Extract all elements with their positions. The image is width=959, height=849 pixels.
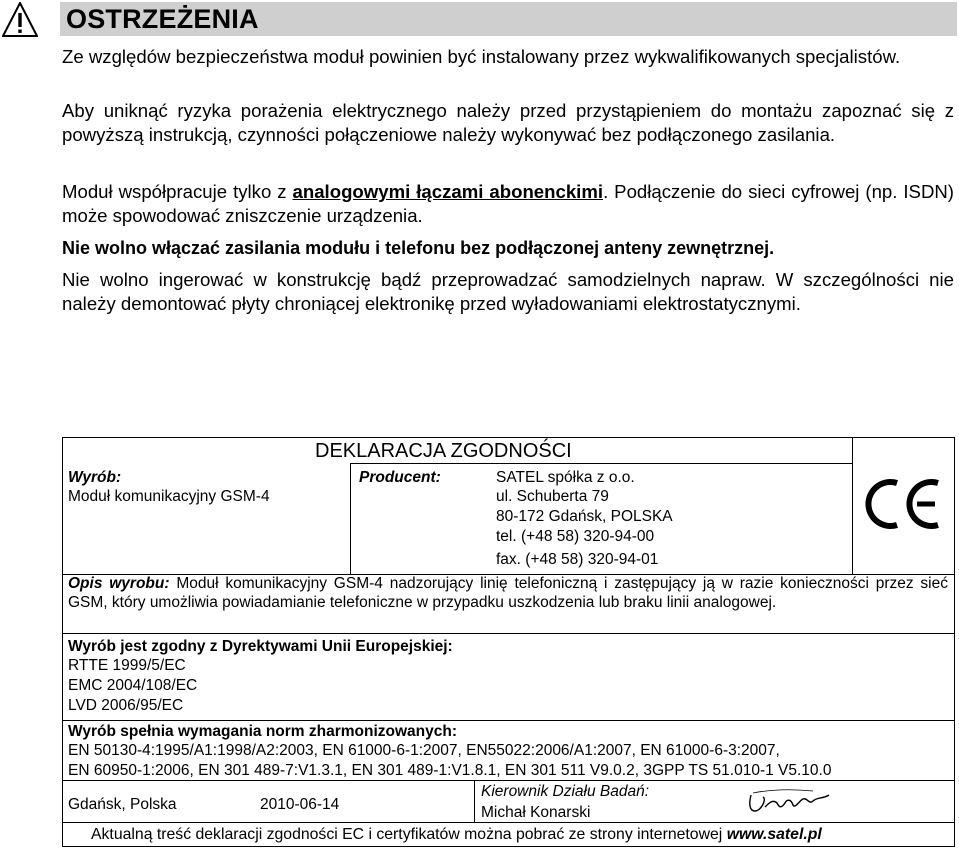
ce-left-divider [852,438,853,574]
declaration-title: DEKLARACJA ZGODNOŚCI [315,440,572,462]
directive-item: LVD 2006/95/EC [68,697,184,714]
title-underline [350,463,852,464]
directive-item: RTTE 1999/5/EC [68,657,186,674]
declaration-box [62,437,955,847]
standards-line: EN 50130-4:1995/A1:1998/A2:2003, EN 61000-6-1:2007, EN55022:2006/A1:2007, EN 61000-6-3:2007, [68,742,780,759]
producer-line: ul. Schuberta 79 [496,488,609,505]
place: Gdańsk, Polska [68,796,177,813]
directive-item: EMC 2004/108/EC [68,677,198,694]
footer-note: Aktualną treść deklaracji zgodności EC i certyfikatów można pobrać ze strony internetowej www.satel.pl [91,826,822,843]
standards-title: Wyrób spełnia wymagania norm zharmonizowanych: [68,723,458,740]
warning-icon [2,2,38,38]
analog-lines-emphasis: analogowymi łączami abonenckimi [292,181,604,202]
producer-line: 80-172 Gdańsk, POLSKA [496,508,673,525]
standards-line: EN 60950-1:2006, EN 301 489-7:V1.3.1, EN 301 489-1:V1.8.1, EN 301 511 V9.0.2, 3GPP TS 51.010-1 V5.10.0 [68,762,832,779]
warning-paragraph-5: Nie wolno ingerować w konstrukcję bądź przeprowadzać samodzielnych napraw. W szczególności nie należy demontować płyty chroniącej elektronikę przed wyładowaniami elektrostatycznymi. [62,269,954,314]
warning-paragraph-3: Moduł współpracuje tylko z analogowymi łączami abonenckimi. Podłączenie do sieci cyfrowej (np. ISDN) może spowodować zniszczenie urządzenia. [62,181,954,226]
producer-left-divider [350,463,351,574]
product-description: Opis wyrobu: Moduł komunikacyjny GSM-4 nadzorujący linię telefoniczną i zastępujący ją w razie konieczności przez sieć GSM, który umożliwia powiadamianie telefoniczne w przypadku uszkodzenia lub braku linii analogowej. [68,575,948,611]
warning-title: OSTRZEŻENIA [66,4,259,34]
product-label: Wyrób: [68,469,122,486]
row-divider-3 [63,720,954,721]
warning-paragraph-1: Ze względów bezpieczeństwa moduł powinien być instalowany przez wykwalifikowanych specjalistów. [62,46,901,67]
head-title: Kierownik Działu Badań: [481,783,650,800]
date: 2010-06-14 [260,796,340,813]
row-divider-2 [63,633,954,634]
signature-image [743,785,843,819]
producer-label: Producent: [359,469,441,486]
directives-title: Wyrób jest zgodny z Dyrektywami Unii Europejskiej: [68,638,453,655]
signature-left-divider [474,780,475,822]
producer-line: tel. (+48 58) 320-94-00 [496,528,655,545]
producer-line: SATEL spółka z o.o. [496,469,635,486]
ce-mark-icon [864,475,944,533]
producer-line: fax. (+48 58) 320-94-01 [496,551,659,568]
row-divider-4 [63,780,954,781]
warning-paragraph-4: Nie wolno włączać zasilania modułu i telefonu bez podłączonej anteny zewnętrznej. [62,238,775,258]
head-name: Michał Konarski [481,804,591,821]
warning-paragraph-2: Aby uniknąć ryzyka porażenia elektrycznego należy przed przystąpieniem do montażu zapoznać się z powyższą instrukcją, czynności połączeniowe należy wykonywać bez podłączonego zasilania. [62,100,954,145]
website-link[interactable]: www.satel.pl [726,826,822,843]
row-divider-5 [63,822,954,823]
product-value: Moduł komunikacyjny GSM-4 [68,488,270,505]
